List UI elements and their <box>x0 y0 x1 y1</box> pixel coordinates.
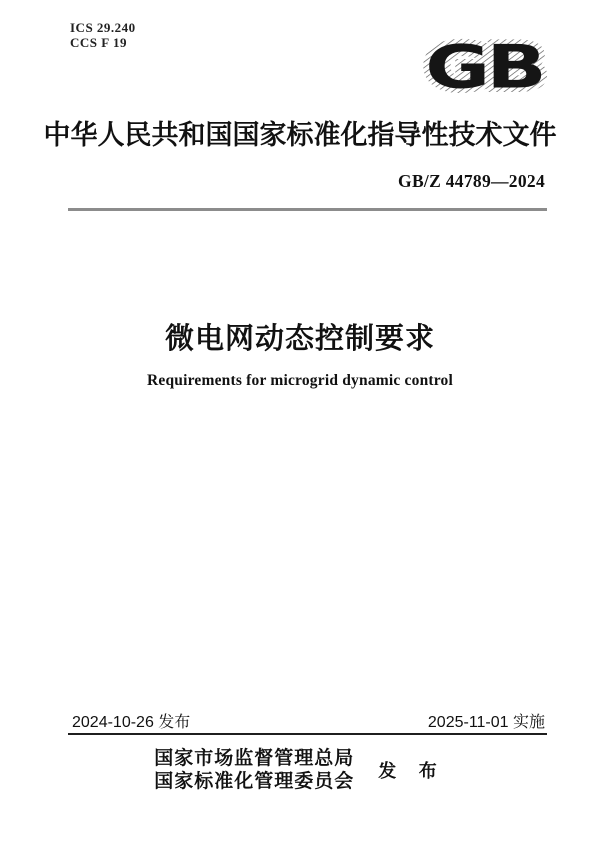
gb-logo-text: GB <box>425 31 543 100</box>
gb-logo-icon <box>406 30 562 100</box>
classification-codes <box>70 20 136 50</box>
standard-title-chinese: 微电网动态控制要求 <box>164 323 435 355</box>
standard-title-english: Requirements for microgrid dynamic control <box>146 372 454 389</box>
standard-number: GB/Z 44789—2024 <box>398 171 545 191</box>
issue-date: 2024-10-26 发布 <box>72 714 191 731</box>
implementation-date: 2025-11-01 实施 <box>427 714 545 731</box>
release-label: 发 布 <box>378 761 446 781</box>
document-class-title: 中华人民共和国国家标准化指导性技术文件 <box>43 120 557 150</box>
issuer-1: 国家市场监督管理总局 <box>154 748 355 769</box>
ics-code: ICS 29.240 <box>70 20 136 35</box>
issuer-block <box>0 747 600 793</box>
ccs-code: CCS F 19 <box>70 35 127 50</box>
issuing-authorities <box>154 747 354 793</box>
footer-divider-rule <box>68 733 547 735</box>
issuer-2: 国家标准化管理委员会 <box>154 771 355 792</box>
header-divider-rule <box>68 208 547 211</box>
dates-row <box>0 709 600 732</box>
